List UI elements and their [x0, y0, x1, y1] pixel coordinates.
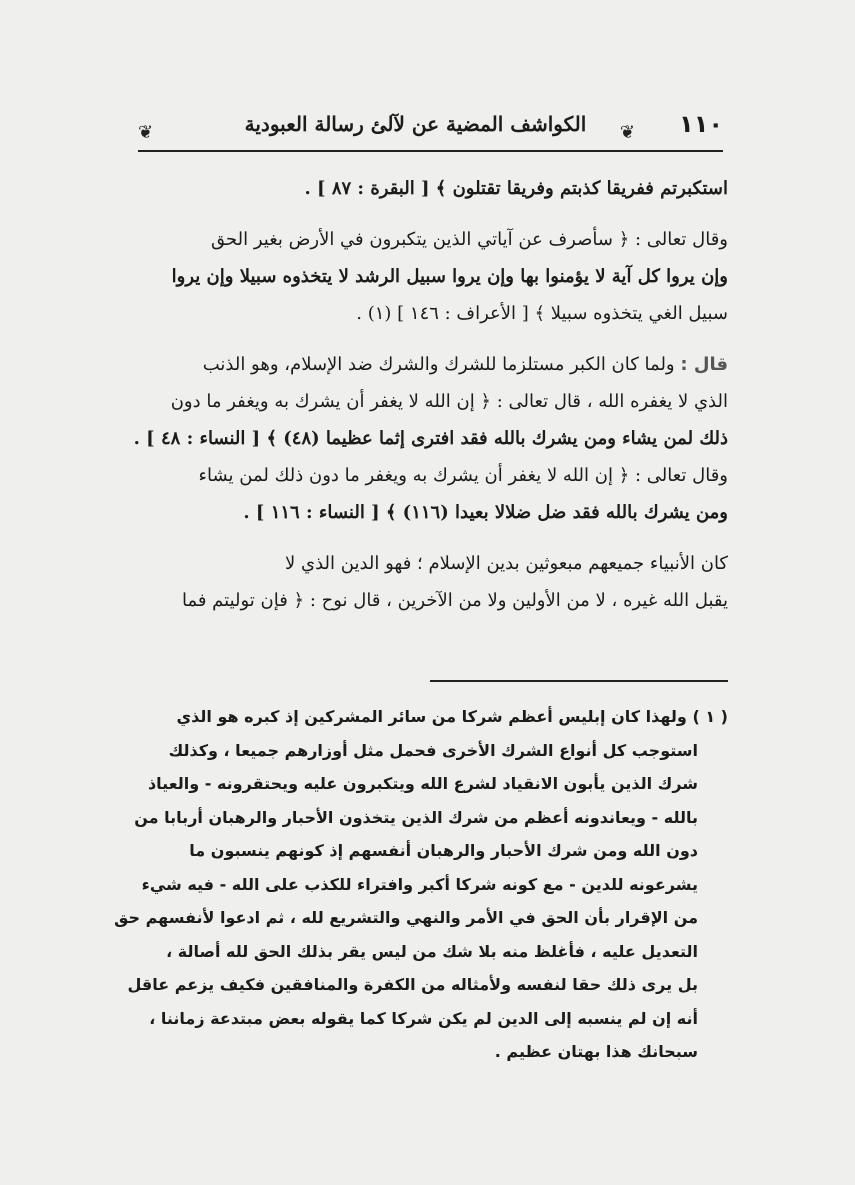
- text-line: وقال تعالى : ﴿ سأصرف عن آياتي الذين يتكبرون في الأرض بغير الحق: [211, 229, 728, 250]
- page-number: ١١٠: [679, 110, 723, 138]
- page-header: [138, 110, 723, 154]
- text-line: استكبرتم ففريقا كذبتم وفريقا تقتلون ﴾ [ البقرة : ٨٧ ] .: [304, 178, 728, 199]
- text-line: الذي لا يغفره الله ، قال تعالى : ﴿ إن الله لا يغفر أن يشرك به ويغفر ما دون: [170, 391, 728, 412]
- text-line: سبيل الغي يتخذوه سبيلا ﴾ [ الأعراف : ١٤٦ ] (١) .: [356, 303, 728, 324]
- text-line: ومن يشرك بالله فقد ضل ضلالا بعيدا (١١٦) ﴾ [ النساء : ١١٦ ] .: [243, 502, 728, 523]
- text-line: قال : ولما كان الكبر مستلزما للشرك والشرك ضد الإسلام، وهو الذنب: [202, 354, 728, 375]
- footnote-line: شرك الذين يأبون الانقياد لشرع الله ويتكبرون عليه ويحتقرونه - والعياذ: [147, 774, 698, 793]
- footnote-line: التعديل عليه ، فأغلظ منه بلا شك من ليس يقر بذلك الحق لله أصالة ،: [166, 941, 698, 961]
- footnote-divider: [430, 680, 728, 682]
- footnote-line: استوجب كل أنواع الشرك الأخرى فحمل مثل أوزارهم جميعا ، وكذلك: [168, 740, 698, 760]
- qal-label: قال :: [680, 354, 728, 375]
- ornament-right-icon: ❦: [619, 122, 635, 143]
- footnote-line: من الإقرار بأن الحق في الأمر والنهي والتشريع لله ، ثم ادعوا لأنفسهم حق: [114, 908, 698, 927]
- text-line: يقبل الله غيره ، لا من الأولين ولا من الآخرين ، قال نوح : ﴿ فإن توليتم فما: [181, 590, 728, 611]
- footnote-marker: ( ١ ): [692, 707, 728, 726]
- text-line: وإن يروا كل آية لا يؤمنوا بها وإن يروا سبيل الرشد لا يتخذوه سبيلا وإن يروا: [171, 266, 728, 287]
- footnote-line: أنه إن لم ينسبه إلى الدين لم يكن شركا كما يقوله بعض مبتدعة زماننا ،: [149, 1008, 698, 1028]
- text-line: كان الأنبياء جميعهم مبعوثين بدين الإسلام ؛ فهو الدين الذي لا: [285, 553, 728, 574]
- footnote-line: دون الله ومن شرك الأحبار والرهبان أنفسهم إذ كونهم ينسبون ما: [189, 841, 698, 860]
- footnote-line: بالله - ويعاندونه أعظم من شرك الذين يتخذون الأحبار والرهبان أربابا من: [134, 807, 698, 827]
- ornament-left-icon: ❦: [138, 122, 154, 143]
- main-text: [133, 170, 728, 619]
- text-line: وقال تعالى : ﴿ إن الله لا يغفر أن يشرك به ويغفر ما دون ذلك لمن يشاء: [198, 465, 728, 486]
- footnote-line: سبحانك هذا بهتان عظيم .: [494, 1042, 698, 1061]
- running-title: الكواشف المضية عن لآلئ رسالة العبودية: [244, 112, 587, 136]
- text-line: ذلك لمن يشاء ومن يشرك بالله فقد افترى إثما عظيما (٤٨) ﴾ [ النساء : ٤٨ ] .: [133, 428, 728, 449]
- footnote-line: ( ١ ) ولهذا كان إبليس أعظم شركا من سائر المشركين إذ كبره هو الذي: [176, 707, 728, 726]
- footnote-line: بل يرى ذلك حقا لنفسه ولأمثاله من الكفرة والمنافقين فكيف يزعم عاقل: [127, 975, 698, 994]
- footnotes: [114, 700, 728, 1069]
- header-divider: [138, 150, 723, 152]
- footnote-line: يشرعونه للدين - مع كونه شركا أكبر وافتراء للكذب على الله - فيه شيء: [141, 874, 698, 894]
